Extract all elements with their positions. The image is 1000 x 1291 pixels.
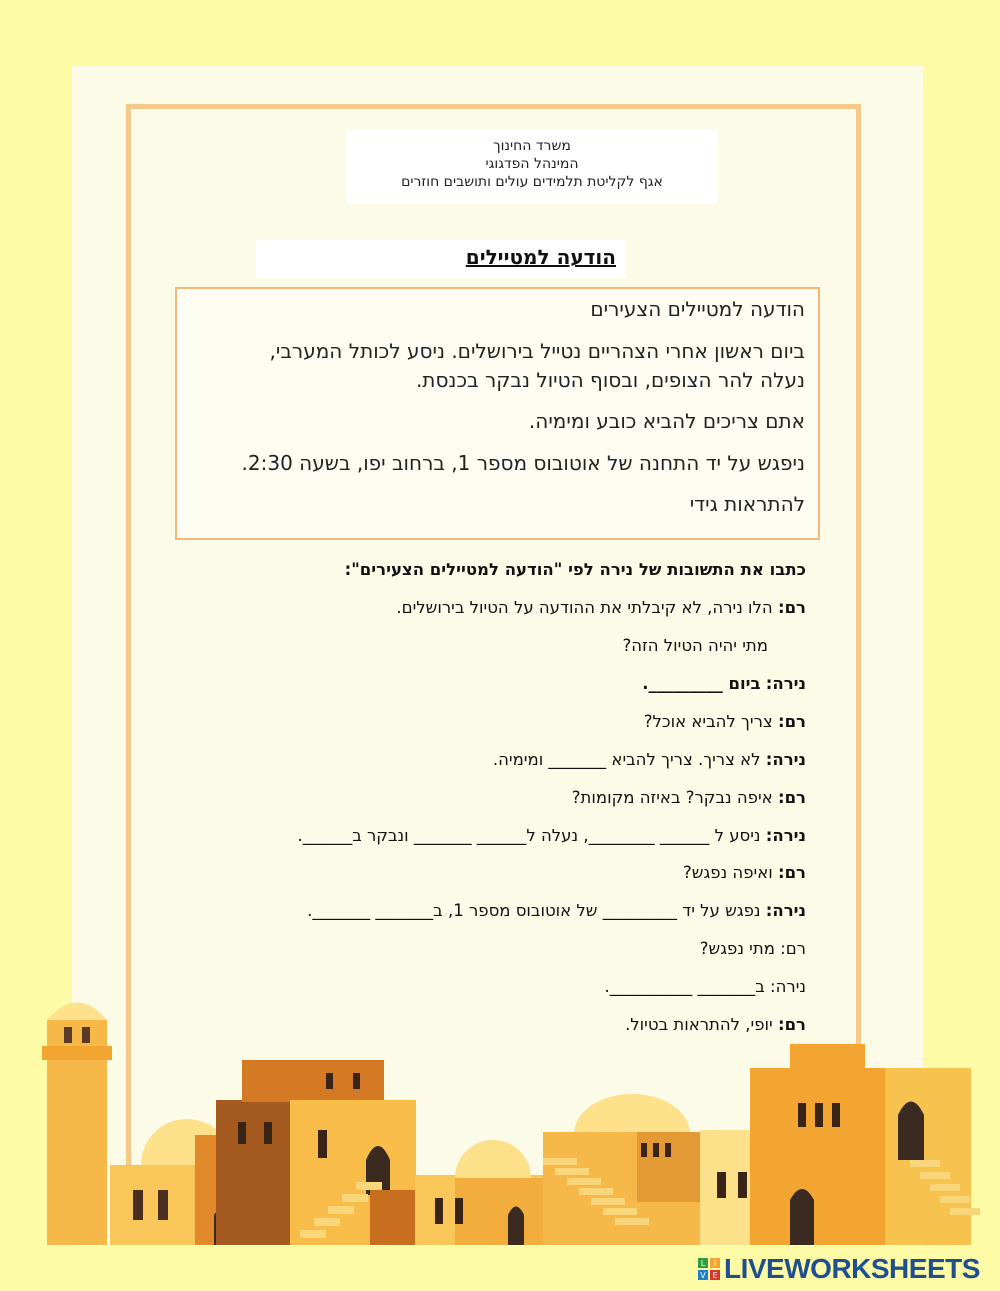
notice-paragraph-2: אתם צריכים להביא כובע ומימיה. <box>528 409 805 433</box>
dialog-line-4 <box>644 712 806 731</box>
logo-letter-e: E <box>712 1271 718 1280</box>
answer-line[interactable]: לא צריך. צריך להביא _______ ומימיה. <box>492 750 761 769</box>
header-line-3: אגף לקליטת תלמידים עולים ותושבים חוזרים <box>401 174 663 190</box>
speaker-ram: רם: <box>777 863 806 882</box>
dialog-line-5[interactable] <box>493 750 806 769</box>
logo-letter-v: V <box>700 1271 706 1280</box>
dialog-line-9[interactable] <box>307 901 806 920</box>
dialog-line-2 <box>623 636 769 655</box>
answer-line[interactable]: נפגש על יד _________ של אוטובוס מספר 1, ב_______ _______. <box>307 901 761 920</box>
notice-heading: הודעה למטיילים הצעירים <box>590 297 805 321</box>
exercise-instruction <box>345 560 806 579</box>
speaker-nira: נירה: <box>765 826 806 845</box>
liveworksheets-logo-icon <box>698 1258 720 1280</box>
brand-name: LIVEWORKSHEETS <box>724 1253 980 1284</box>
answer-line[interactable]: ניסע ל ______ ________, נעלה ל______ _______ ונבקר ב______. <box>297 826 761 845</box>
speaker-nira: נירה: <box>765 750 806 769</box>
line-text: איפה נבקר? באיזה מקומות? <box>571 788 773 807</box>
dialog-line-6 <box>572 788 806 807</box>
dialog-line-11[interactable] <box>605 977 806 996</box>
dialog-line-3[interactable] <box>642 674 806 693</box>
line-text: רם: מתי נפגש? <box>699 939 806 958</box>
speaker-nira: נירה: <box>765 674 806 693</box>
notice-signature: להתראות גידי <box>689 492 805 516</box>
answer-line[interactable]: ביום _________. <box>642 674 761 693</box>
line-text: מתי יהיה הטיול הזה? <box>622 636 768 655</box>
speaker-ram: רם: <box>777 598 806 617</box>
dialog-line-1 <box>396 598 806 617</box>
line-text: צריך להביא אוכל? <box>643 712 773 731</box>
dialog-line-8 <box>683 863 806 882</box>
dialog-line-10 <box>700 939 806 958</box>
dialog-line-7[interactable] <box>297 826 806 845</box>
speaker-ram: רם: <box>777 788 806 807</box>
answer-line[interactable]: נירה: ב_______ __________. <box>604 977 806 996</box>
header-line-1: משרד החינוך <box>493 138 571 154</box>
notice-paragraph-1a: ביום ראשון אחרי הצהריים נטייל בירושלים. ניסע לכותל המערבי, <box>269 339 805 363</box>
speaker-ram: רם: <box>777 1015 806 1034</box>
logo-letter-i: I <box>713 1259 717 1268</box>
line-text: יופי, להתראות בטיול. <box>625 1015 773 1034</box>
instruction-text: כתבו את התשובות של נירה לפי "הודעה למטיילים הצעירים": <box>344 560 806 579</box>
notice-box <box>175 287 820 540</box>
notice-paragraph-3: ניפגש על יד התחנה של אוטובוס מספר 1, ברחוב יפו, בשעה 2:30. <box>241 451 805 475</box>
notice-paragraph-1b: נעלה להר הצופים, ובסוף הטיול נבקר בכנסת. <box>415 368 805 392</box>
ministry-header <box>346 130 718 204</box>
line-text: הלו נירה, לא קיבלתי את ההודעה על הטיול בירושלים. <box>396 598 773 617</box>
header-line-2: המינהל הפדגוגי <box>485 156 579 172</box>
title-box <box>256 240 626 278</box>
line-text: ואיפה נפגש? <box>683 863 773 882</box>
speaker-ram: רם: <box>777 712 806 731</box>
speaker-nira: נירה: <box>765 901 806 920</box>
liveworksheets-brand[interactable] <box>698 1254 980 1284</box>
page-title: הודעה למטיילים <box>465 245 616 269</box>
dialog-line-12 <box>625 1015 806 1034</box>
logo-letter-l: L <box>700 1259 706 1268</box>
